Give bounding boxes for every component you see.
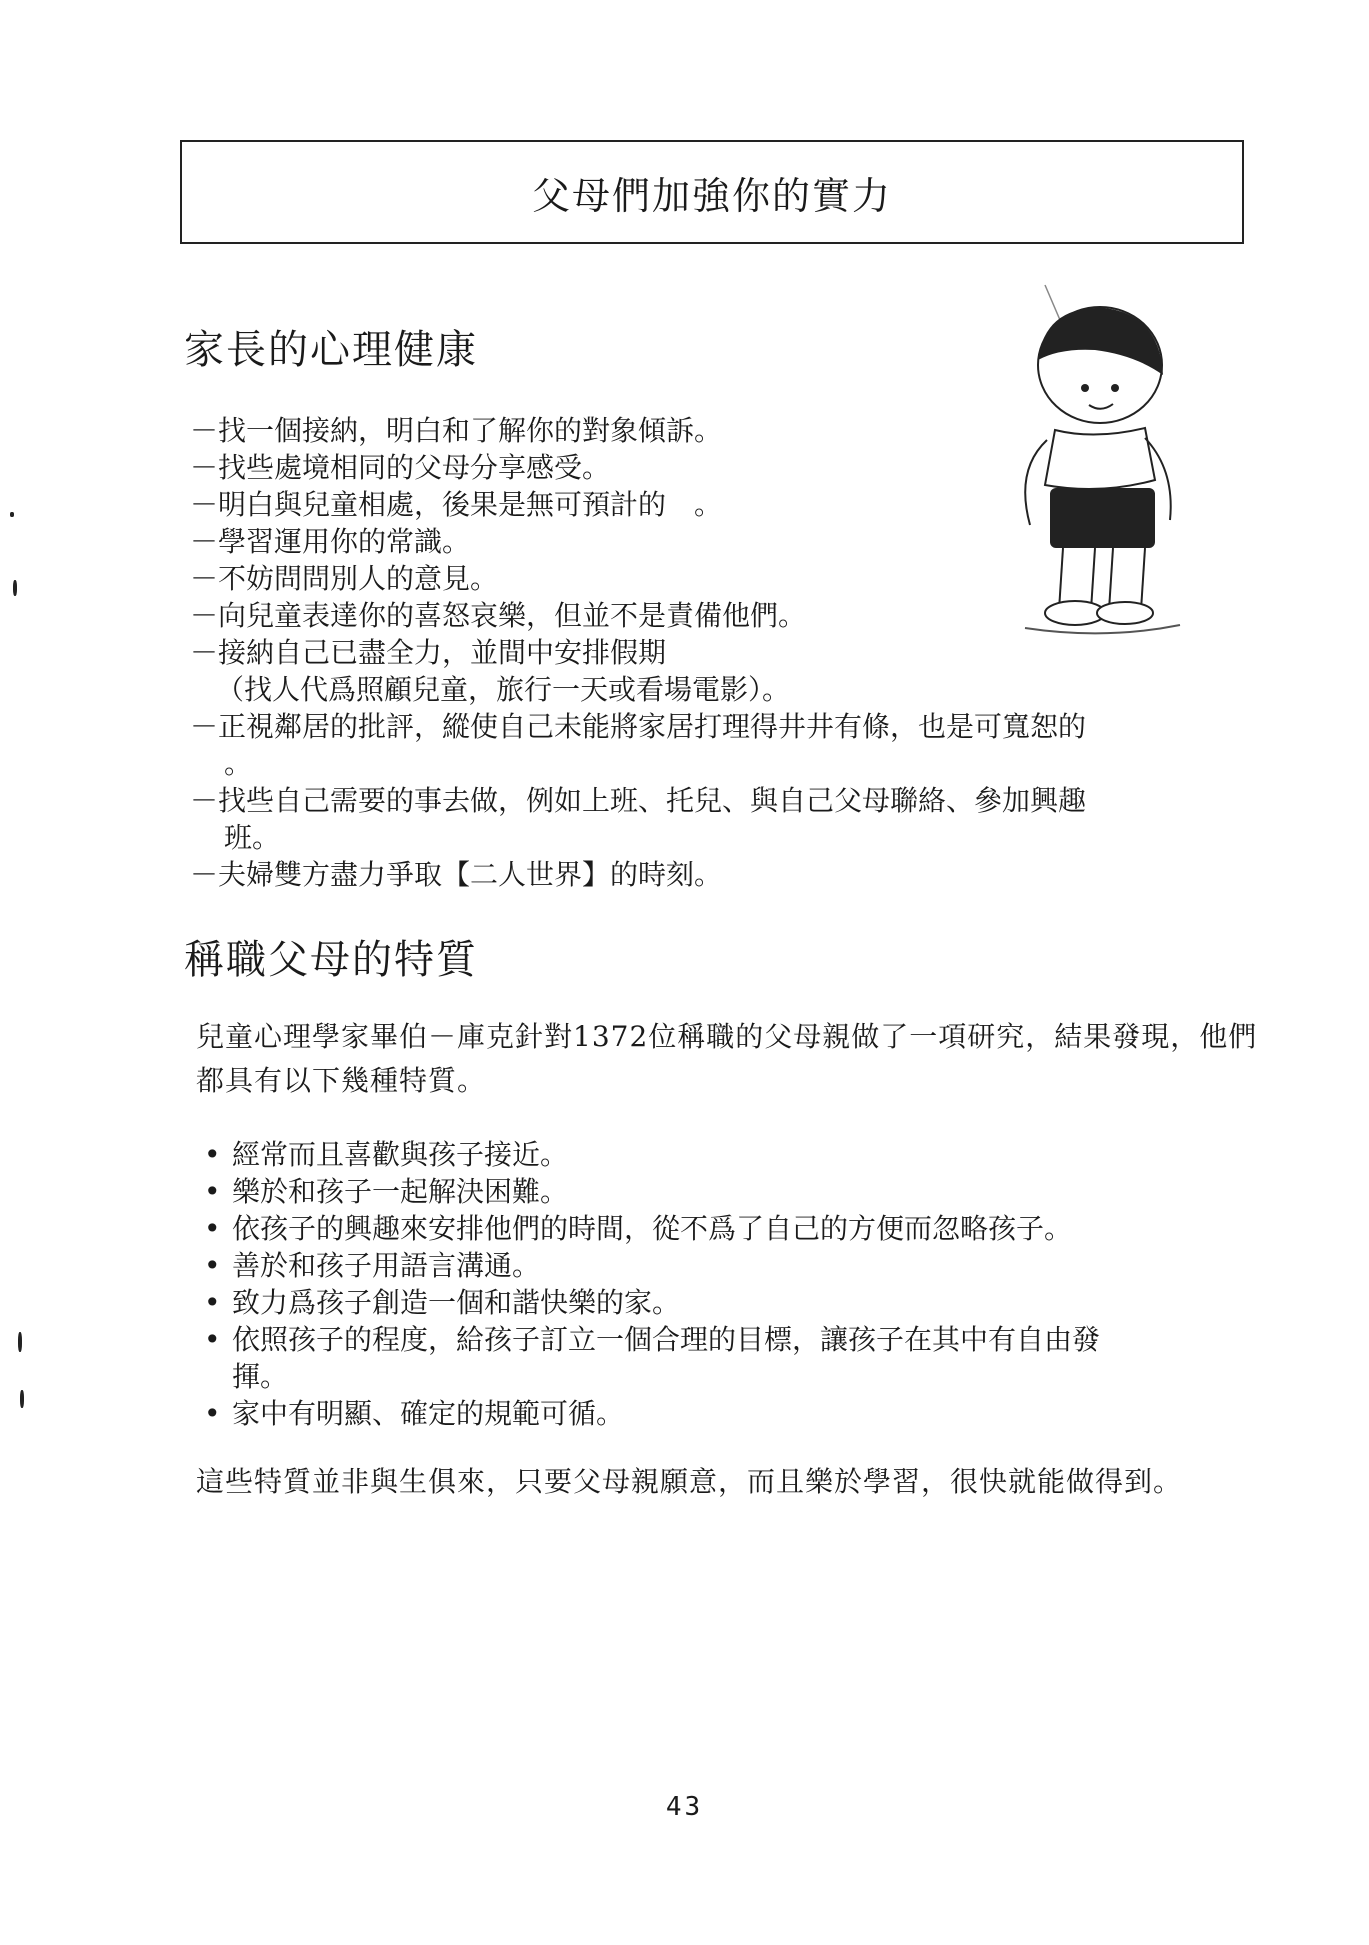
list-item: －找些自己需要的事去做，例如上班、托兒、與自己父母聯絡、參加興趣 班。 (190, 784, 1087, 854)
list-item: • 依孩子的興趣來安排他們的時間，從不爲了自己的方便而忽略孩子。 (204, 1212, 1073, 1245)
list-item: －不妨問問別人的意見。 (190, 562, 499, 595)
list-item: • 依照孩子的程度，給孩子訂立一個合理的目標，讓孩子在其中有自由發 揮。 (204, 1323, 1101, 1393)
scan-speck (10, 512, 14, 517)
qualities-intro-paragraph: 兒童心理學家畢伯－庫克針對1372位稱職的父母親做了一項研究，結果發現，他們都具有以下幾種特質。 (196, 1020, 1258, 1097)
list-item: －找一個接納，明白和了解你的對象傾訴。 (190, 414, 723, 447)
qualities-bullet-list (204, 1136, 1100, 1432)
list-item: • 經常而且喜歡與孩子接近。 (204, 1138, 569, 1171)
section-heading-mental-health: 家長的心理健康 (184, 327, 478, 373)
list-item: －學習運用你的常識。 (190, 525, 471, 558)
list-item: • 致力爲孩子創造一個和諧快樂的家。 (204, 1286, 681, 1319)
list-item: • 善於和孩子用語言溝通。 (204, 1249, 541, 1282)
list-item: －找些處境相同的父母分享感受。 (190, 451, 611, 484)
binding-hole-mark (18, 1332, 22, 1352)
page-number: 43 (665, 1792, 704, 1822)
page-title: 父母們加強你的實力 (180, 140, 1244, 244)
list-item: • 家中有明顯、確定的規範可循。 (204, 1397, 625, 1430)
section-heading-qualities: 稱職父母的特質 (184, 937, 478, 983)
binding-hole-mark (20, 1390, 24, 1408)
mental-health-list (190, 412, 1086, 893)
list-item: －向兒童表達你的喜怒哀樂，但並不是責備他們。 (190, 599, 807, 632)
list-item: －明白與兒童相處，後果是無可預計的 。 (190, 488, 723, 521)
binding-hole-mark (13, 580, 17, 596)
list-item: • 樂於和孩子一起解決困難。 (204, 1175, 569, 1208)
list-item: －正視鄰居的批評，縱使自己未能將家居打理得井井有條，也是可寬恕的 。 (190, 710, 1087, 780)
list-item: －夫婦雙方盡力爭取【二人世界】的時刻。 (190, 858, 723, 891)
list-item: －接納自己已盡全力，並間中安排假期 （找人代爲照顧兒童，旅行一天或看場電影）。 (190, 636, 791, 706)
qualities-closing-paragraph: 這些特質並非與生俱來，只要父母親願意，而且樂於學習，很快就能做得到。 (196, 1465, 1183, 1498)
